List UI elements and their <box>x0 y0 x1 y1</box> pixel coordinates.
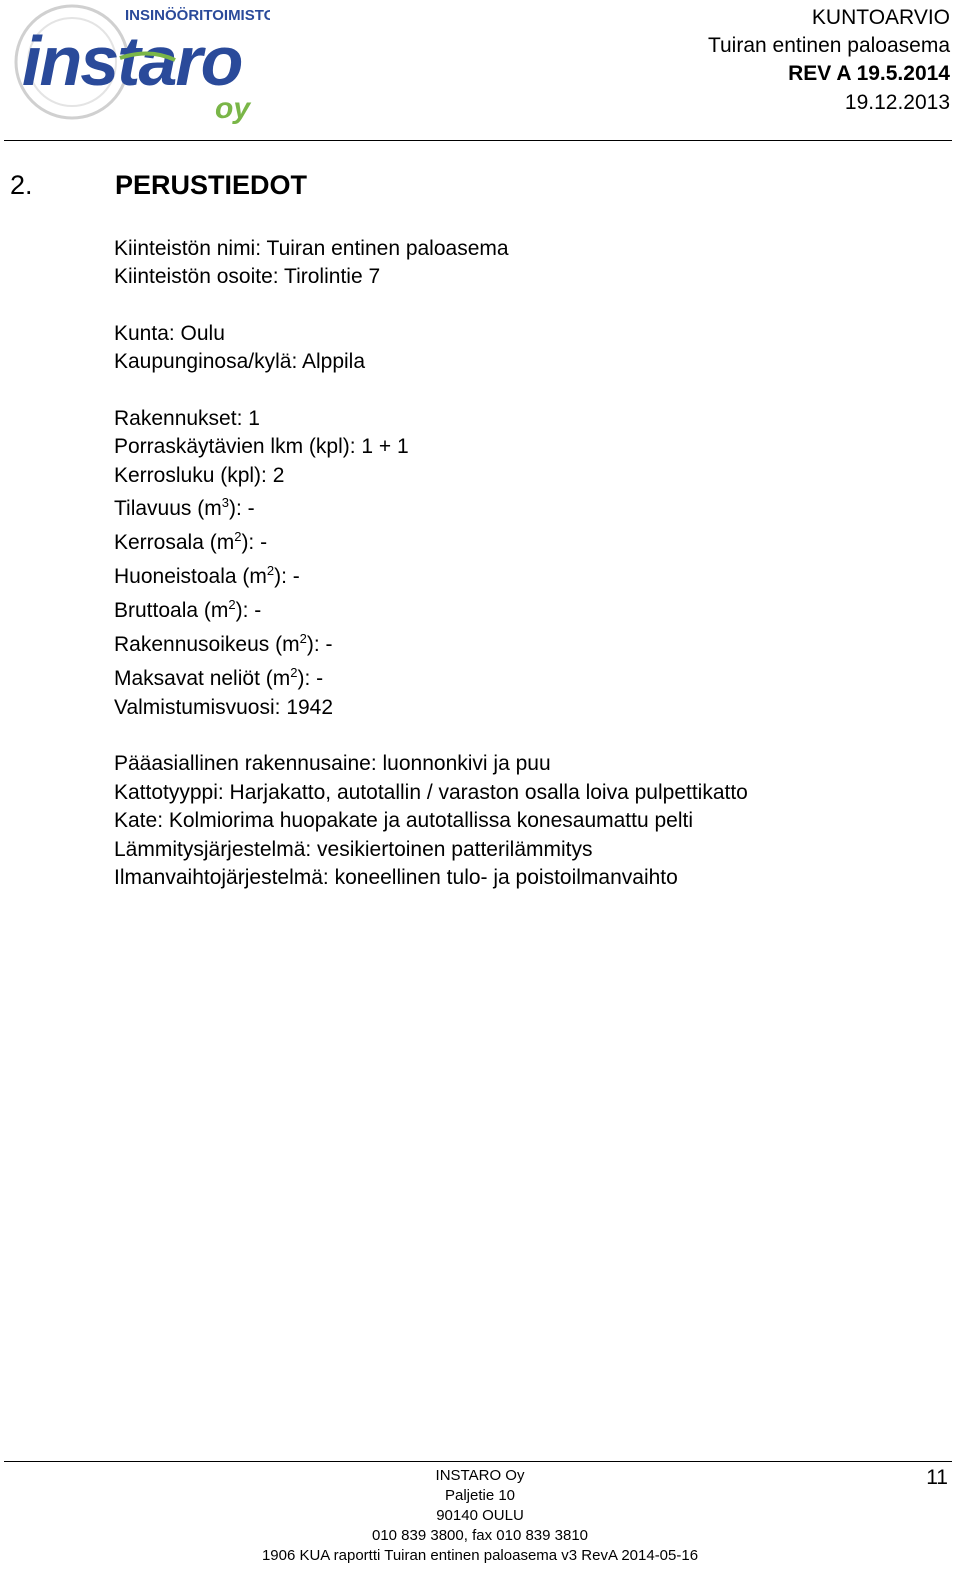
field-rakennusoikeus <box>114 631 332 659</box>
field-huoneistoala <box>114 563 300 591</box>
huoneistoala-label: Huoneistoala (m <box>114 565 267 588</box>
field-kattotyyppi: Kattotyyppi: Harjakatto, autotallin / varaston osalla loiva pulpettikatto <box>114 781 748 804</box>
footer-company: INSTARO Oy <box>435 1467 525 1484</box>
field-ilmanvaihto: Ilmanvaihtojärjestelmä: koneellinen tulo- ja poistoilmanvaihto <box>114 866 678 889</box>
field-kerrosala <box>114 529 267 557</box>
footer-reference: 1906 KUA raportti Tuiran entinen paloasema v3 RevA 2014-05-16 <box>261 1547 699 1564</box>
maksavat-exponent: 2 <box>290 665 298 680</box>
footer-phone: 010 839 3800, fax 010 839 3810 <box>371 1527 589 1544</box>
header-revision: REV A 19.5.2014 <box>788 62 950 85</box>
page-number: 11 <box>926 1466 948 1489</box>
rakennusoikeus-exponent: 2 <box>299 631 307 646</box>
section-number: 2. <box>10 170 33 200</box>
field-valmistumisvuosi: Valmistumisvuosi: 1942 <box>114 696 334 719</box>
huoneistoala-value: ): - <box>274 565 300 588</box>
footer-city: 90140 OULU <box>436 1507 524 1524</box>
logo-wordmark: instaro <box>22 22 242 100</box>
bruttoala-exponent: 2 <box>228 597 236 612</box>
tilavuus-value: ): - <box>228 497 255 520</box>
section-title: PERUSTIEDOT <box>115 170 308 200</box>
field-kaupunginosa: Kaupunginosa/kylä: Alppila <box>114 350 366 373</box>
header-doc-type: KUNTOARVIO <box>811 6 950 29</box>
footer-divider <box>4 1461 952 1462</box>
field-lammitys: Lämmitysjärjestelmä: vesikiertoinen patterilämmitys <box>114 838 593 861</box>
field-bruttoala <box>114 597 261 625</box>
field-maksavat-neliot <box>114 665 323 693</box>
field-porraskaytavat: Porraskäytävien lkm (kpl): 1 + 1 <box>114 435 409 458</box>
header-divider <box>4 140 952 141</box>
tilavuus-label: Tilavuus (m <box>114 497 222 520</box>
footer-street: Paljetie 10 <box>444 1487 516 1504</box>
huoneistoala-exponent: 2 <box>266 563 275 578</box>
tilavuus-exponent: 3 <box>221 495 229 510</box>
field-tilavuus <box>114 495 255 523</box>
maksavat-label: Maksavat neliöt (m <box>114 667 291 690</box>
field-kunta: Kunta: Oulu <box>114 322 225 345</box>
logo-suffix: oy <box>215 92 251 125</box>
maksavat-value: ): - <box>297 667 324 690</box>
kerrosala-label: Kerrosala (m <box>114 531 235 554</box>
field-rakennukset: Rakennukset: 1 <box>114 407 260 430</box>
field-kate: Kate: Kolmiorima huopakate ja autotallissa konesaumattu pelti <box>114 809 693 832</box>
field-rakennusaine: Pääasiallinen rakennusaine: luonnonkivi ja puu <box>114 752 551 775</box>
bruttoala-value: ): - <box>235 599 262 622</box>
field-kerrosluku: Kerrosluku (kpl): 2 <box>114 464 285 487</box>
field-kiinteiston-nimi: Kiinteistön nimi: Tuiran entinen paloasema <box>114 237 509 260</box>
header-date: 19.12.2013 <box>844 91 950 114</box>
logo-graphic <box>0 0 270 130</box>
bruttoala-label: Bruttoala (m <box>114 599 229 622</box>
logo-company-small: INSINÖÖRITOIMISTO <box>125 7 270 24</box>
instaro-logo <box>0 0 270 130</box>
kerrosala-value: ): - <box>241 531 268 554</box>
rakennusoikeus-label: Rakennusoikeus (m <box>114 633 300 656</box>
kerrosala-exponent: 2 <box>234 529 242 544</box>
header-subject: Tuiran entinen paloasema <box>707 34 950 57</box>
field-kiinteiston-osoite: Kiinteistön osoite: Tirolintie 7 <box>114 265 381 288</box>
rakennusoikeus-value: ): - <box>306 633 333 656</box>
